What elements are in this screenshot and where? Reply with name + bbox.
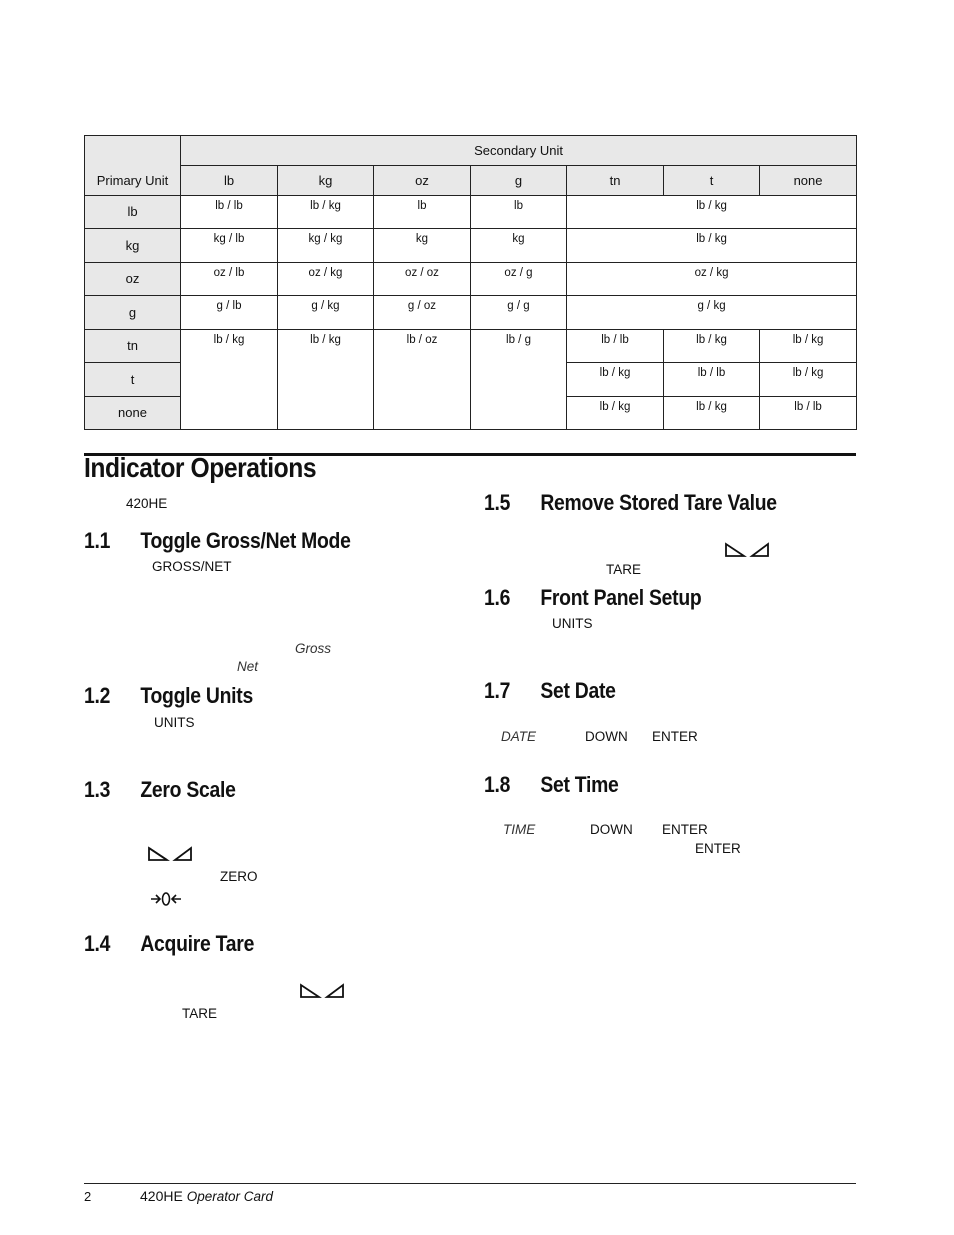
section-number: 1.3 bbox=[84, 777, 111, 802]
section-number: 1.4 bbox=[84, 931, 111, 956]
section-number: 1.8 bbox=[484, 772, 511, 797]
enter-key: ENTER bbox=[662, 822, 708, 837]
table-row bbox=[85, 329, 857, 363]
enter-key: ENTER bbox=[695, 841, 741, 856]
section-title: Set Time bbox=[540, 772, 619, 797]
table-cell: oz / g bbox=[471, 262, 567, 296]
table-cell: kg bbox=[374, 229, 471, 263]
enter-key: ENTER bbox=[652, 729, 698, 744]
table-row bbox=[85, 296, 857, 330]
table-cell: lb / kg bbox=[278, 329, 374, 430]
col-header: none bbox=[760, 166, 857, 196]
section-heading-1-2 bbox=[84, 683, 253, 709]
row-label: t bbox=[85, 363, 181, 397]
section-title: Front Panel Setup bbox=[540, 585, 702, 610]
section-heading-1-3 bbox=[84, 777, 236, 803]
footer-doc: Operator Card bbox=[186, 1189, 273, 1204]
table-cell: lb / kg bbox=[664, 396, 760, 430]
section-title: Toggle Units bbox=[140, 683, 253, 708]
page-number: 2 bbox=[84, 1189, 92, 1204]
section-title: Set Date bbox=[540, 678, 616, 703]
net-tare-icon bbox=[299, 983, 347, 1004]
section-heading-1-1 bbox=[84, 528, 351, 554]
table-cell: lb / kg bbox=[181, 329, 278, 430]
section-title: Toggle Gross/Net Mode bbox=[140, 528, 351, 553]
intro-model: 420HE bbox=[126, 496, 168, 511]
table-cell: kg / lb bbox=[181, 229, 278, 263]
section-number: 1.6 bbox=[484, 585, 511, 610]
table-cell: g / lb bbox=[181, 296, 278, 330]
table-cell: lb / oz bbox=[374, 329, 471, 430]
date-param: DATE bbox=[501, 729, 537, 744]
section-heading-1-6 bbox=[484, 585, 701, 611]
col-header: g bbox=[471, 166, 567, 196]
net-tare-icon bbox=[147, 846, 195, 867]
table-cell: oz / lb bbox=[181, 262, 278, 296]
section-number: 1.5 bbox=[484, 490, 511, 515]
table-cell: lb / kg bbox=[567, 396, 664, 430]
table-cell: lb / kg bbox=[567, 195, 857, 229]
table-cell: kg bbox=[471, 229, 567, 263]
table-cell: oz / kg bbox=[278, 262, 374, 296]
tare-key: TARE bbox=[606, 562, 642, 577]
row-label: tn bbox=[85, 329, 181, 363]
footer-rule bbox=[84, 1183, 856, 1184]
table-cell: g / kg bbox=[567, 296, 857, 330]
table-cell: kg / kg bbox=[278, 229, 374, 263]
col-header: lb bbox=[181, 166, 278, 196]
section-number: 1.2 bbox=[84, 683, 111, 708]
section-title: Zero Scale bbox=[140, 777, 236, 802]
section-number: 1.1 bbox=[84, 528, 111, 553]
table-row bbox=[85, 262, 857, 296]
unit-combination-table bbox=[84, 135, 857, 430]
primary-unit-header: Primary Unit bbox=[85, 136, 181, 196]
table-cell: oz / oz bbox=[374, 262, 471, 296]
net-tare-icon bbox=[724, 542, 772, 563]
col-header: t bbox=[664, 166, 760, 196]
zero-center-icon bbox=[150, 890, 182, 913]
units-key: UNITS bbox=[552, 616, 593, 631]
secondary-unit-header: Secondary Unit bbox=[181, 136, 857, 166]
footer-model: 420HE bbox=[140, 1188, 183, 1204]
table-cell: lb / g bbox=[471, 329, 567, 430]
table-cell: lb / kg bbox=[664, 329, 760, 363]
footer-title bbox=[140, 1188, 273, 1204]
tare-key: TARE bbox=[182, 1006, 218, 1021]
section-heading-1-8 bbox=[484, 772, 619, 798]
section-heading-1-4 bbox=[84, 931, 254, 957]
units-key: UNITS bbox=[154, 715, 195, 730]
gross-label: Gross bbox=[295, 641, 332, 656]
gross-net-key: GROSS/NET bbox=[152, 559, 232, 574]
down-key: DOWN bbox=[585, 729, 628, 744]
table-cell: lb / kg bbox=[567, 229, 857, 263]
section-heading-1-5 bbox=[484, 490, 777, 516]
col-header: oz bbox=[374, 166, 471, 196]
table-cell: lb / lb bbox=[664, 363, 760, 397]
zero-key: ZERO bbox=[220, 869, 258, 884]
table-cell: lb / lb bbox=[181, 195, 278, 229]
table-cell: lb / kg bbox=[278, 195, 374, 229]
table-cell: g / g bbox=[471, 296, 567, 330]
row-label: none bbox=[85, 396, 181, 430]
table-cell: lb / lb bbox=[567, 329, 664, 363]
table-cell: lb / kg bbox=[760, 363, 857, 397]
col-header: tn bbox=[567, 166, 664, 196]
row-label: g bbox=[85, 296, 181, 330]
row-label: kg bbox=[85, 229, 181, 263]
table-cell: lb bbox=[374, 195, 471, 229]
row-label: oz bbox=[85, 262, 181, 296]
section-number: 1.7 bbox=[484, 678, 511, 703]
table-cell: lb / lb bbox=[760, 396, 857, 430]
section-title: Remove Stored Tare Value bbox=[540, 490, 777, 515]
table-cell: lb bbox=[471, 195, 567, 229]
time-param: TIME bbox=[503, 822, 536, 837]
net-label: Net bbox=[237, 659, 259, 674]
table-cell: oz / kg bbox=[567, 262, 857, 296]
table-cell: lb / kg bbox=[567, 363, 664, 397]
col-header: kg bbox=[278, 166, 374, 196]
table-cell: g / kg bbox=[278, 296, 374, 330]
down-key: DOWN bbox=[590, 822, 633, 837]
section-title: Acquire Tare bbox=[140, 931, 255, 956]
table-cell: g / oz bbox=[374, 296, 471, 330]
row-label: lb bbox=[85, 195, 181, 229]
table-row bbox=[85, 195, 857, 229]
section-heading-1-7 bbox=[484, 678, 616, 704]
table-cell: lb / kg bbox=[760, 329, 857, 363]
page-title: Indicator Operations bbox=[84, 452, 317, 483]
table-row bbox=[85, 229, 857, 263]
